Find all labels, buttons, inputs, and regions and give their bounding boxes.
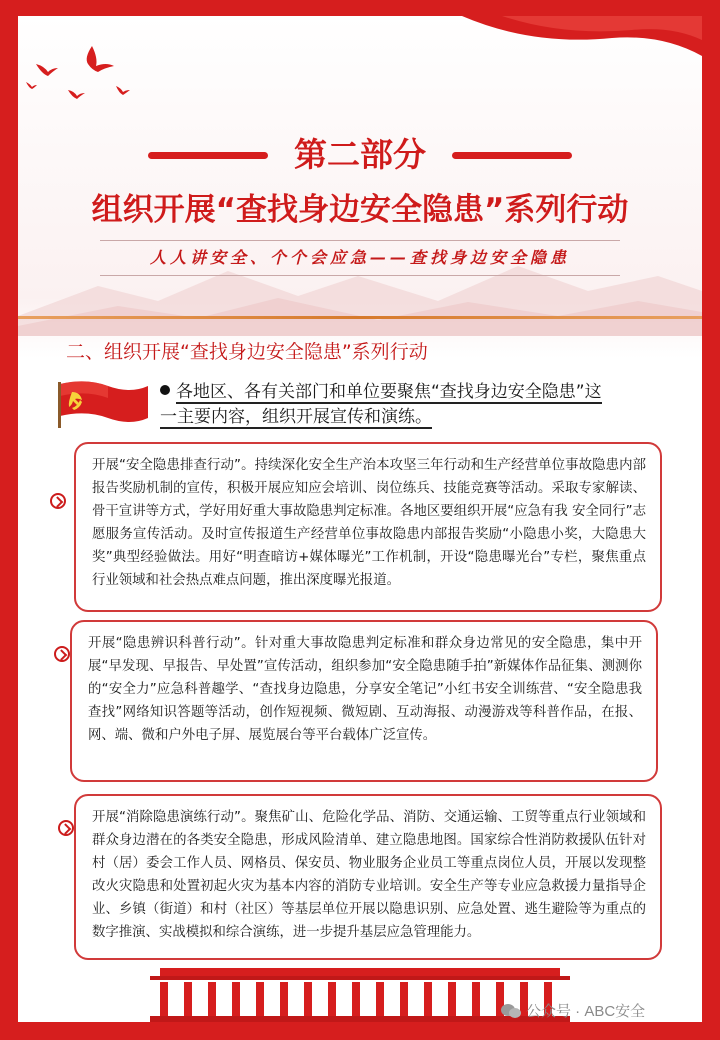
frame-bottom (0, 1022, 720, 1040)
section-divider (18, 316, 702, 319)
doves-icon (22, 36, 142, 106)
part-line-left (148, 152, 268, 159)
subtitle-band (100, 240, 620, 276)
bullet-dot (160, 385, 170, 395)
main-title: 组织开展“查找身边安全隐患”系列行动 (91, 192, 629, 228)
chevron-right-icon (58, 820, 74, 836)
chevron-right-icon (50, 493, 66, 509)
lead-line-1: 各地区、各有关部门和单位要聚焦“查找身边安全隐患”这 (176, 382, 602, 402)
party-flag-icon (56, 378, 152, 430)
section-heading: 二、组织开展“查找身边安全隐患”系列行动 (66, 341, 428, 363)
action-card-3 (74, 794, 662, 960)
part-line-right (452, 152, 572, 159)
chevron-right-icon (54, 646, 70, 662)
part-heading-row (0, 132, 720, 182)
watermark (500, 1000, 645, 1021)
watermark-text: 公众号 · ABC安全 (526, 1003, 646, 1020)
card-text: 开展“隐患辨识科普行动”。针对重大事故隐患判定标准和群众身边常见的安全隐患，集中开展“早发现、早报告、早处置”宣传活动，组织参加“安全隐患随手拍”新媒体作品征集、测测你的“安全力”应急科普趣学、“查找身边隐患，分享安全笔记”小红书安全训练营、“安全隐患我查找”网络知识答题等活动，创作短视频、微短剧、互动海报、动漫游戏等科普作品，在报、网、端、微和户外电子屏、展览展台等平台载体广泛宣传。 (88, 636, 642, 743)
action-card-1 (74, 442, 662, 612)
card-text: 开展“消除隐患演练行动”。聚焦矿山、危险化学品、消防、交通运输、工贸等重点行业领域和群众身边潜在的各类安全隐患，形成风险清单、建立隐患地图。国家综合性消防救援队伍针对村（居）委会工作人员、网格员、保安员、物业服务企业员工等重点岗位人员，开展以发现整改火灾隐患和处置初起火灾为基本内容的消防专业培训。安全生产等专业应急救援力量指导企业、乡镇（街道）和村（社区）等基层单位开展以隐患识别、应急处置、逃生避险等为重点的数字推演、实战模拟和综合演练，进一步提升基层应急管理能力。 (92, 810, 646, 940)
lead-line-2: 一主要内容，组织开展宣传和演练。 (160, 407, 432, 427)
red-ribbon-decoration (442, 16, 702, 76)
wechat-icon (500, 1003, 522, 1019)
lead-paragraph (160, 380, 660, 430)
subtitle: 人人讲安全、个个会应急——查找身边安全隐患 (149, 248, 570, 267)
card-text: 开展“安全隐患排查行动”。持续深化安全生产治本攻坚三年行动和生产经营单位事故隐患内部报告奖励机制的宣传，积极开展应知应会培训、岗位练兵、技能竞赛等活动。采取专家解读、骨干宣讲等方式，学好用好重大事故隐患判定标准。各地区要组织开展“应急有我 安全同行”志愿服务宣传活动。及时宣传报道生产经营单位事故隐患内部报告奖励“小隐患小奖，大隐患大奖”典型经验做法。用好“明查暗访+媒体曝光”工作机制，开设“隐患曝光台”专栏，聚焦重点行业领域和社会热点难点问题，推出深度曝光报道。 (92, 458, 646, 588)
action-card-2 (70, 620, 658, 782)
part-title: 第二部分 (294, 135, 426, 174)
frame-top (0, 0, 720, 16)
